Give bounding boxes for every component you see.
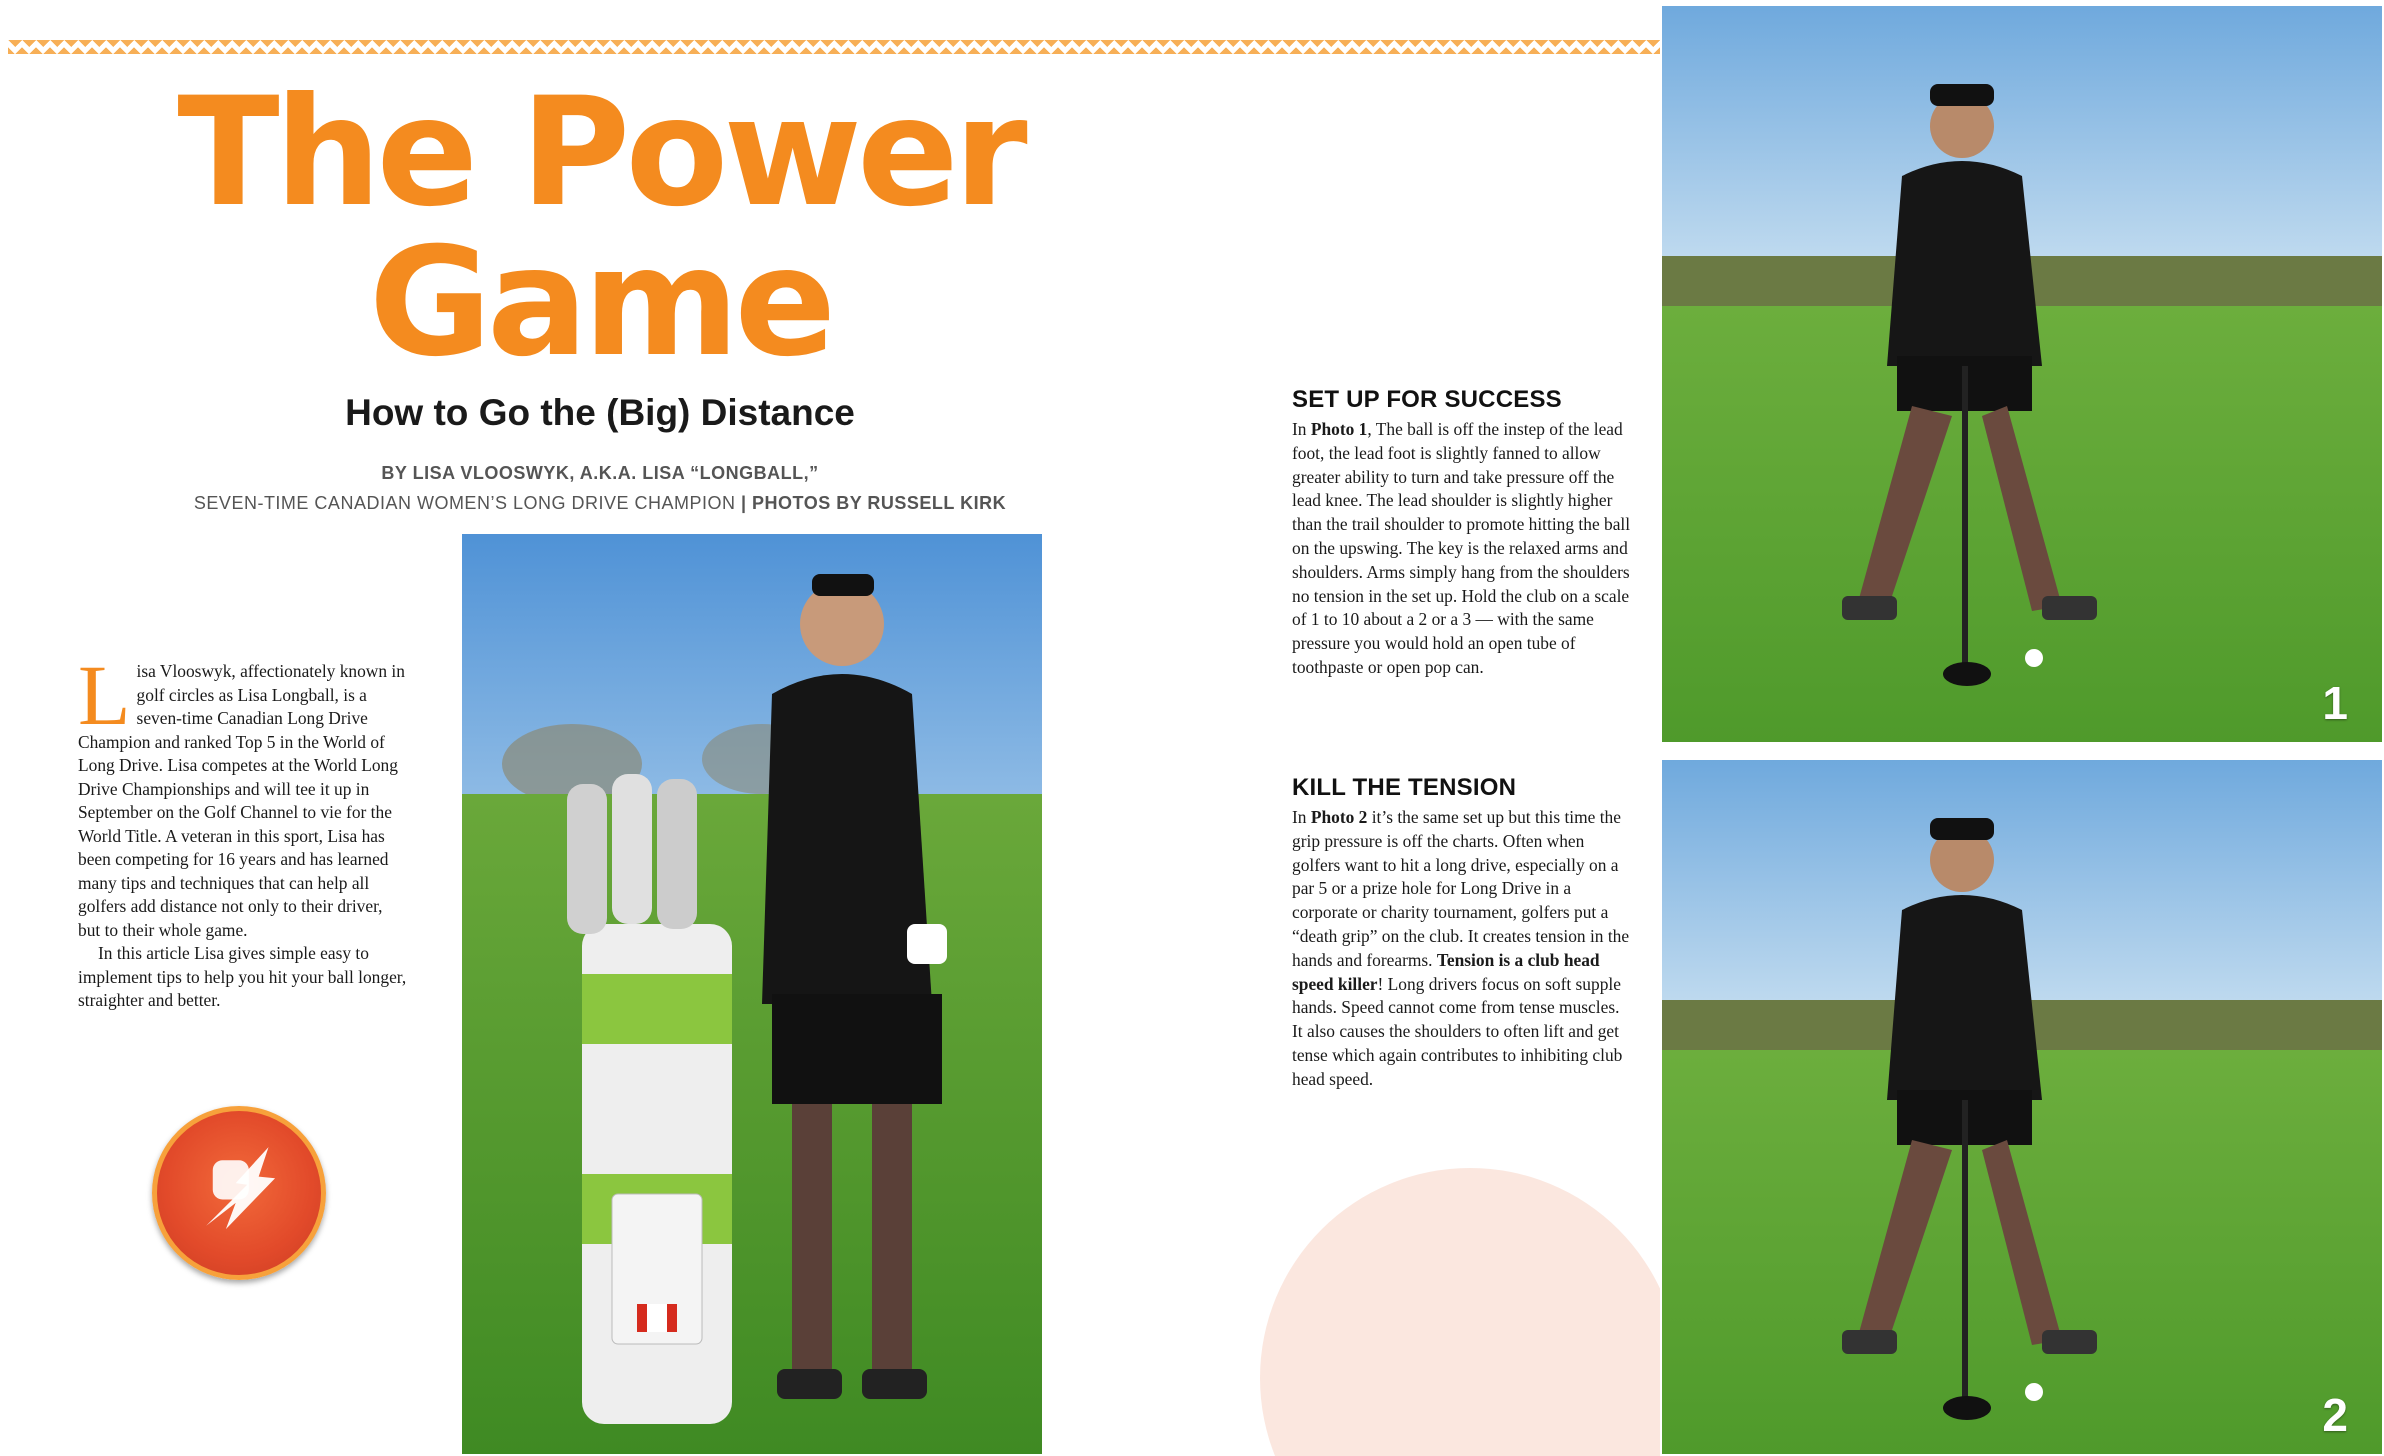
- section-heading: KILL THE TENSION: [1292, 774, 1517, 801]
- section-body: [1292, 806, 1632, 1092]
- article-subtitle: How to Go the (Big) Distance: [345, 392, 855, 433]
- section-lead: In: [1292, 419, 1311, 439]
- section-set-up: [1292, 386, 1632, 680]
- byline-separator: |: [735, 493, 753, 513]
- golfer-portrait-photo: [462, 534, 1042, 1454]
- section-body: [1292, 418, 1632, 680]
- setup-photo-2: [1662, 760, 2382, 1454]
- section-kill-tension: [1292, 774, 1632, 1092]
- photo-number-2: 2: [2322, 1389, 2348, 1441]
- title-line-1: The Power: [177, 66, 1023, 240]
- article-title: [160, 66, 1040, 390]
- byline-author: BY LISA VLOOSWYK, A.K.A. LISA “LONGBALL,”: [381, 463, 819, 483]
- photo-number-1: 1: [2322, 677, 2348, 729]
- watermark-circle: [1260, 1168, 1660, 1456]
- watermark-badge: [1240, 1138, 1660, 1456]
- intro-text: [78, 647, 408, 1013]
- intro-paragraph-2: In this article Lisa gives simple easy to implement tips to help you hit your ball longer, straighter and better.: [78, 943, 407, 1010]
- title-line-2: Game: [368, 216, 832, 390]
- section-emphasis: Tension is a club head speed killer: [1292, 949, 1600, 994]
- section-text-2: ! Long drivers focus on soft supple hands. Speed cannot come from tense muscles. It also causes the shoulders to often lift and get tense which again contributes to inhibiting club head speed.: [1292, 973, 1623, 1089]
- photo-ref: Photo 2: [1310, 807, 1368, 827]
- byline-photos: PHOTOS BY RUSSELL KIRK: [752, 493, 1007, 513]
- section-lead: In: [1292, 807, 1311, 827]
- section-heading: SET UP FOR SUCCESS: [1292, 386, 1562, 413]
- setup-photo-1: [1662, 6, 2382, 742]
- fist-lightning-icon: [152, 1106, 326, 1280]
- section-text: it’s the same set up but this time the grip pressure is off the charts. Often when golfers want to hit a long drive, especially on a par 5 or a prize hole for Long Drive in a corporate or charity tournament, golfers put a “death grip” on the club. It creates tension in the hands and forearms.: [1292, 807, 1630, 970]
- byline: [160, 458, 1040, 518]
- section-text: , The ball is off the instep of the lead foot, the lead foot is slightly fanned to allow greater ability to turn and take pressure off the lead knee. The lead shoulder is slightly higher than the trail shoulder to promote hitting the ball on the upswing. The key is the relaxed arms and shoulders. Arms simply hang from the shoulders no tension in the set up. Hold the club on a scale of 1 to 10 about a 2 or a 3 — with the same pressure you would hold an open tube of toothpaste or open pop can.: [1292, 419, 1631, 677]
- byline-credential: SEVEN-TIME CANADIAN WOMEN’S LONG DRIVE CHAMPION: [193, 493, 736, 513]
- intro-paragraph-1: [78, 647, 408, 942]
- intro-p1-text: isa Vlooswyk, affectionately known in golf circles as Lisa Longball, is a seven-time Canadian Long Drive Champion and ranked Top 5 in the World of Long Drive. Lisa competes at the World Long Drive Championships and will tee it up in September on the Golf Channel to vie for the World Title. A veteran in this sport, Lisa has been competing for 16 years and has learned many tips and techniques that can help all golfers add distance not only to their driver, but to their whole game.: [78, 661, 405, 940]
- byline-credits: [160, 488, 1040, 518]
- drop-cap: L: [78, 647, 131, 743]
- photo-ref: Photo 1: [1310, 419, 1368, 439]
- zigzag-rule: [8, 40, 1660, 54]
